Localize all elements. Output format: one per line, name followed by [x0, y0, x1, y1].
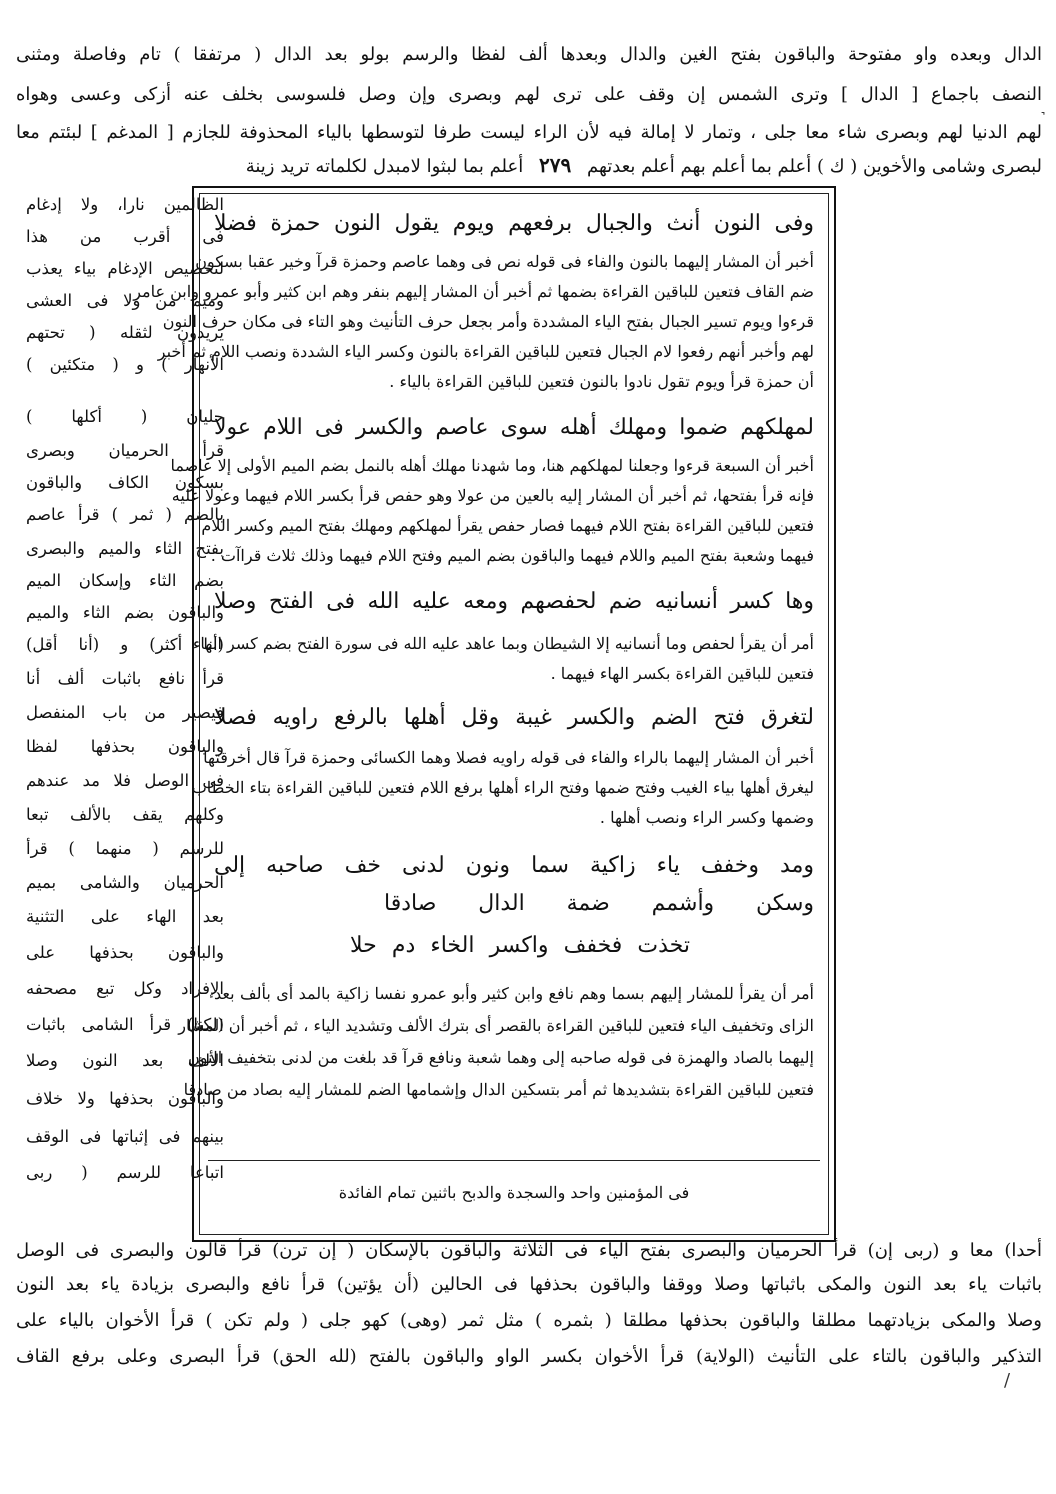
expl-line: فيهما وشعبة بفتح الميم واللام فيهما والباقون بضم الميم وفتح اللام فيهما وذلك ثلاث قراآت .: [210, 546, 814, 565]
side-line: الحرميان والشامى بميم: [26, 873, 224, 892]
side-line: والباقون بحذفها على: [26, 943, 224, 962]
expl-line: وضمها وكسر الراء ونصب أهلها .: [599, 808, 814, 827]
expl-line: فتعين للباقين القراءة بكسر الهاء فيهما .: [550, 664, 814, 683]
side-line: للرسم ( منهما ) قرأ: [26, 839, 224, 858]
verse-3: وها كسر أنسانيه ضم لحفصهم ومعه عليه الله فى الفتح وصلا: [214, 589, 814, 614]
expl-line: ليغرق أهلها بياء الغيب وفتح ضمها وفتح الراء أهلها برفع اللام فتعين للباقين القراءة بتاء الخطاب: [191, 778, 814, 797]
side-line: والباقون بضم الثاء والميم: [26, 603, 224, 622]
side-line: الألف بعد النون وصلا: [26, 1051, 224, 1070]
expl-line: فإنه قرأ بفتحها، ثم أخبر أن المشار إليه بالعين من عولا وهو حفص قرأ بكسر اللام فيهما وعولا عليه: [171, 486, 814, 505]
margin-mark: ˺: [1040, 108, 1046, 129]
side-line: لتخصيص الإدغام بياء يعذب: [26, 259, 224, 278]
bottom-line-2: باثبات ياء بعد النون والمكى باثباتها وصلا ووقفا والباقون بحذفها فى الحالين (أن يؤتين) قرأ نافع والبصرى بزيادة ياء بعد النون: [16, 1274, 1042, 1295]
expl-line: أمر أن يقرأ للمشار إليهم بسما وهم نافع وابن كثير وأبو عمرو نفسا زاكية بالمد أى بألف بعد: [214, 984, 814, 1003]
side-line: جليان ( أكلها ): [26, 407, 224, 426]
side-line: وميم من ولا فى العشى: [26, 291, 224, 310]
verse-5b: وسكن وأشمم ضمة الدال صادقا: [384, 891, 814, 916]
expl-line: أخبر أن المشار إليهما بالراء والفاء فى قوله راويه فصلا وهما الكسائى وحمزة قرآ قال أخرقتها: [203, 748, 814, 767]
expl-line: ضم القاف فتعين للباقين القراءة بضمها ثم أخبر أن المشار إليهم بنفر وهم ابن كثير وأبو عمرو وابن عامر: [133, 282, 814, 301]
side-line: فى الوصل فلا مد عندهم: [26, 771, 224, 790]
bottom-line-3: وصلا والمكى بزيادتهما مطلقا والباقون بحذفها مطلقا ( بثمره ) مثل ثمر (وهى) كهو جلى ( ولم تكن ) قرأ الأخوان بالياء على: [16, 1310, 1042, 1331]
side-line: (لكنا) قرأ الشامى باثبات: [26, 1015, 224, 1034]
expl-line: أمر أن يقرأ لحفص وما أنسانيه إلا الشيطان وبما عاهد عليه الله فى سورة الفتح بضم كسر الهاء: [192, 634, 814, 653]
side-line: (أنا أكثر) و (أنا أقل): [26, 635, 224, 654]
verse-1: وفى النون أنث والجبال برفعهم ويوم يقول النون حمزة فضلا: [214, 211, 814, 236]
side-line: قرأ نافع باثبات ألف أنا: [26, 669, 224, 688]
side-line: بضم الثاء وإسكان الميم: [26, 571, 224, 590]
verse-2: لمهلكهم ضموا ومهلك أهله سوى عاصم والكسر فى اللام عولا: [214, 415, 814, 440]
footnote-separator: [208, 1160, 820, 1161]
side-line: الإفراد وكل تبع مصحفه: [26, 979, 224, 998]
side-line: وكلهم يقف بالألف تبعا: [26, 805, 224, 824]
top-line-2: النصف باجماع [ الدال ] وترى الشمس إن وقف على ترى لهم وبصرى وإن وصل فلسوسى بخلف عنه أزكى وعسى وهواه: [16, 84, 1042, 105]
main-frame-inner: [133, 193, 829, 1235]
expl-line: فتعين للباقين القراءة بفتح اللام فيهما فصار حفص يقرأ لمهلكهم ومهلك بفتح الميم وكسر اللام: [201, 516, 814, 535]
bottom-line-1: أحدا) معا و (ربى إن) قرأ الحرميان والبصرى بفتح الياء فى الثلاثة والباقون بالإسكان ( إن ترن) قرأ قالون والبصرى فى الوصل: [16, 1240, 1042, 1261]
side-line: والباقون بحذفها ولا خلاف: [26, 1089, 224, 1108]
page-number: ٢٧٩: [539, 153, 572, 177]
expl-line: أخبر أن السبعة قرءوا وجعلنا لمهلكهم هنا، وما شهدنا مهلك أهله بالنمل بضم الميم الأولى إلا عاصما: [170, 456, 814, 475]
side-line: يريدون لثقله ( تحتهم: [26, 323, 224, 342]
side-line: فى أقرب من هذا: [26, 227, 224, 246]
top-line-4: [16, 150, 1042, 182]
side-line: والباقون بحذفها لفظا: [26, 737, 224, 756]
expl-line: أن حمزة قرأ ويوم تقول نادوا بالنون فتعين للباقين القراءة بالياء .: [389, 372, 814, 391]
side-line: بينهم فى إثباتها فى الوقف: [26, 1127, 224, 1146]
side-line: بعد الهاء على التثنية: [26, 907, 224, 926]
margin-mark: /: [1004, 1370, 1011, 1391]
verse-4: لتغرق فتح الضم والكسر غيبة وقل أهلها بالرفع راويه فصلا: [214, 705, 814, 730]
main-frame: [133, 186, 836, 1242]
verse-5c: تخذت فخفف واكسر الخاء دم حلا: [350, 933, 690, 958]
expl-line: لهم وأخبر أنهم رفعوا لام الجبال فتعين للباقين القراءة بالنون وكسر الياء الشددة ونصب اللام ثم أخبر: [157, 342, 814, 361]
top-line-4-text: لبصرى وشامى والأخوين ( ك ) أعلم بما أعلم بهم أعلم بعدتهم: [586, 156, 1042, 177]
side-line: بسكون الكاف والباقون: [26, 473, 224, 492]
expl-line: قرءوا ويوم تسير الجبال بفتح الياء المشددة وأمر بجعل حرف التأنيث وهو التاء فى مكان حرف النون: [162, 312, 814, 331]
top-line-1: الدال وبعده واو مفتوحة والباقون بفتح الغين والدال وبعدها ألف لفظا والرسم بولو بعد الدال ( مرتفقا ) تام وفاصلة ومثنى: [16, 44, 1042, 65]
side-line: الأنهار ) و ( متكئين ): [26, 355, 224, 374]
side-line: اتباعا للرسم ( ربى: [26, 1163, 224, 1182]
side-line: بالضم ( ثمر ) قرأ عاصم: [26, 505, 224, 524]
top-line-4-tail: أعلم بما لبثوا لامبدل لكلماته تريد زينة: [245, 156, 524, 177]
side-line: فيصير من باب المنفصل: [26, 703, 224, 722]
footnote: فى المؤمنين واحد والسجدة والدبح باثنين تمام الفائدة: [338, 1183, 690, 1202]
expl-line: الزاى وتخفيف الياء فتعين للباقين القراءة بالقصر أى بترك الألف وتشديد الياء ، ثم أخبر أن المشار: [178, 1016, 814, 1035]
top-line-3: لهم الدنيا لهم وبصرى شاء معا جلى ، وتمار لا إمالة فيه لأن الراء ليست طرفا لتوسطها بالياء المحذوفة للجازم [ المدغم ] لبئتم معا: [16, 122, 1042, 143]
expl-line: أخبر أن المشار إليهما بالنون والفاء فى قوله نص فى وهما عاصم وحمزة قرآ وخير عقبا بسكون: [195, 252, 814, 271]
side-line: الظالمين نارا، ولا إدغام: [26, 195, 224, 214]
side-line: بفتح الثاء والميم والبصرى: [26, 539, 224, 558]
expl-line: فتعين للباقين القراءة بتشديدها ثم أمر بتسكين الدال وإشمامها الضم للمشار إليه بصاد من صادقا: [183, 1080, 814, 1099]
bottom-line-4: التذكير والباقون بالتاء على التأنيث (الولاية) قرأ الأخوان بكسر الواو والباقون بالفتح (لله الحق) قرأ البصرى وعلى برفع القاف: [16, 1346, 1042, 1367]
side-line: قرأ الحرميان وبصرى: [26, 441, 224, 460]
verse-5a: ومد وخفف ياء زاكية سما ونون لدنى خف صاحبه إلى: [214, 853, 814, 878]
expl-line: إليهما بالصاد والهمزة فى قوله صاحبه إلى وهما شعبة ونافع قرآ قد بلغت من لدنى بتخفيف النون: [187, 1048, 814, 1067]
